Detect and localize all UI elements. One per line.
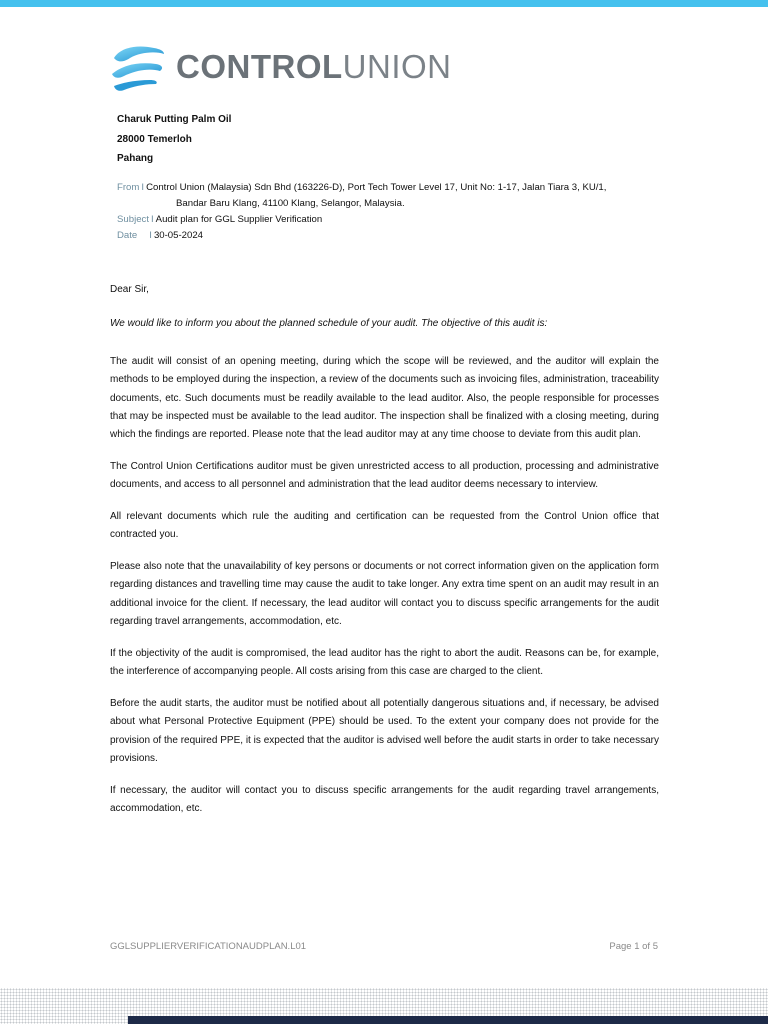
footer-doc-code: GGLSUPPLIERVERIFICATIONAUDPLAN.L01 — [110, 941, 307, 952]
subject-value: Audit plan for GGL Supplier Verification — [155, 214, 323, 225]
paragraph: If necessary, the auditor will contact you to discuss specific arrangements for the audit regarding travel arrangements, accommodation, etc. — [110, 784, 659, 814]
date-label: Date — [117, 230, 138, 241]
paragraph: All relevant documents which rule the auditing and certification can be requested from the Control Union office that contracted you. — [110, 511, 659, 541]
paragraph: Before the audit starts, the auditor must be notified about all potentially dangerous situations and, if necessary, be advised about what Personal Protective Equipment (PPE) should be used. To the extent your company does not provide for the provision of the required PPE, it is expected that the auditor is advised well before the audit starts in order to take necessary provisions. — [110, 697, 659, 764]
salutation: Dear Sir, — [110, 284, 149, 295]
top-accent-bar — [0, 0, 768, 7]
meta-from-row: From I Control Union (Malaysia) Sdn Bhd (163226-D), Port Tech Tower Level 17, Unit No: 1-17, Jalan Tiara 3, KU/1, — [117, 180, 677, 196]
logo-text-light: UNION — [342, 48, 452, 85]
meta-subject-row: Subject I Audit plan for GGL Supplier Verification — [117, 212, 677, 228]
paragraph: If the objectivity of the audit is compromised, the lead auditor has the right to abort the audit. Reasons can be, for example, the interference of accompanying people. All costs arising from this case are charged to the client. — [110, 647, 659, 678]
subject-label: Subject — [117, 214, 149, 225]
paragraph: The Control Union Certifications auditor must be given unrestricted access to all production, processing and administrative documents, and access to all personnel and administration that the lead auditor deems necessary to interview. — [110, 460, 659, 491]
from-label: From — [117, 182, 140, 193]
recipient-city: 28000 Temerloh — [117, 133, 192, 145]
from-value-cont: Bandar Baru Klang, 41100 Klang, Selangor, Malaysia. — [176, 198, 405, 209]
from-value: Control Union (Malaysia) Sdn Bhd (163226-D), Port Tech Tower Level 17, Unit No: 1-17, Jalan Tiara 3, KU/1, — [146, 182, 607, 193]
recipient-state: Pahang — [117, 153, 154, 164]
recipient-name: Charuk Putting Palm Oil — [117, 114, 232, 125]
letter-body — [110, 353, 659, 832]
logo-text-bold: CONTROL — [176, 48, 343, 85]
date-value: 30-05-2024 — [153, 230, 204, 241]
bottom-accent-bar — [128, 1016, 768, 1024]
intro-text: We would like to inform you about the planned schedule of your audit. The objective of this audit is: — [110, 318, 548, 329]
meta-date-row: Date I 30-05-2024 — [117, 228, 677, 244]
paragraph: Please also note that the unavailability of key persons or documents or not correct information given on the application form regarding distances and travelling time may cause the audit to take longer. Any extra time spent on an audit may result in an additional invoice for the client. If necessary, the lead auditor will contact you to discuss specific arrangements for the audit regarding travel arrangements, accommodation, etc. — [110, 561, 659, 628]
paragraph: The audit will consist of an opening meeting, during which the scope will be reviewed, and the auditor will explain the methods to be employed during the inspection, a review of the documents such as invoicing files, administration, traceability documents, etc. Such documents must be readily available to the lead auditor. Also, the people responsible for processes that may be inspected must be available to the lead auditor. The inspection shall be finalized with a closing meeting, during which the findings are reported. Please note that the lead auditor may at any time choose to deviate from this audit plan. — [110, 356, 659, 441]
recipient-address — [117, 110, 231, 169]
letter-meta — [117, 180, 677, 244]
company-logo — [110, 40, 452, 94]
control-union-swirl-icon — [110, 42, 166, 92]
footer-page-number: Page 1 of 5 — [609, 941, 658, 952]
logo-wordmark — [176, 40, 452, 94]
meta-from-row-2 — [117, 196, 677, 212]
